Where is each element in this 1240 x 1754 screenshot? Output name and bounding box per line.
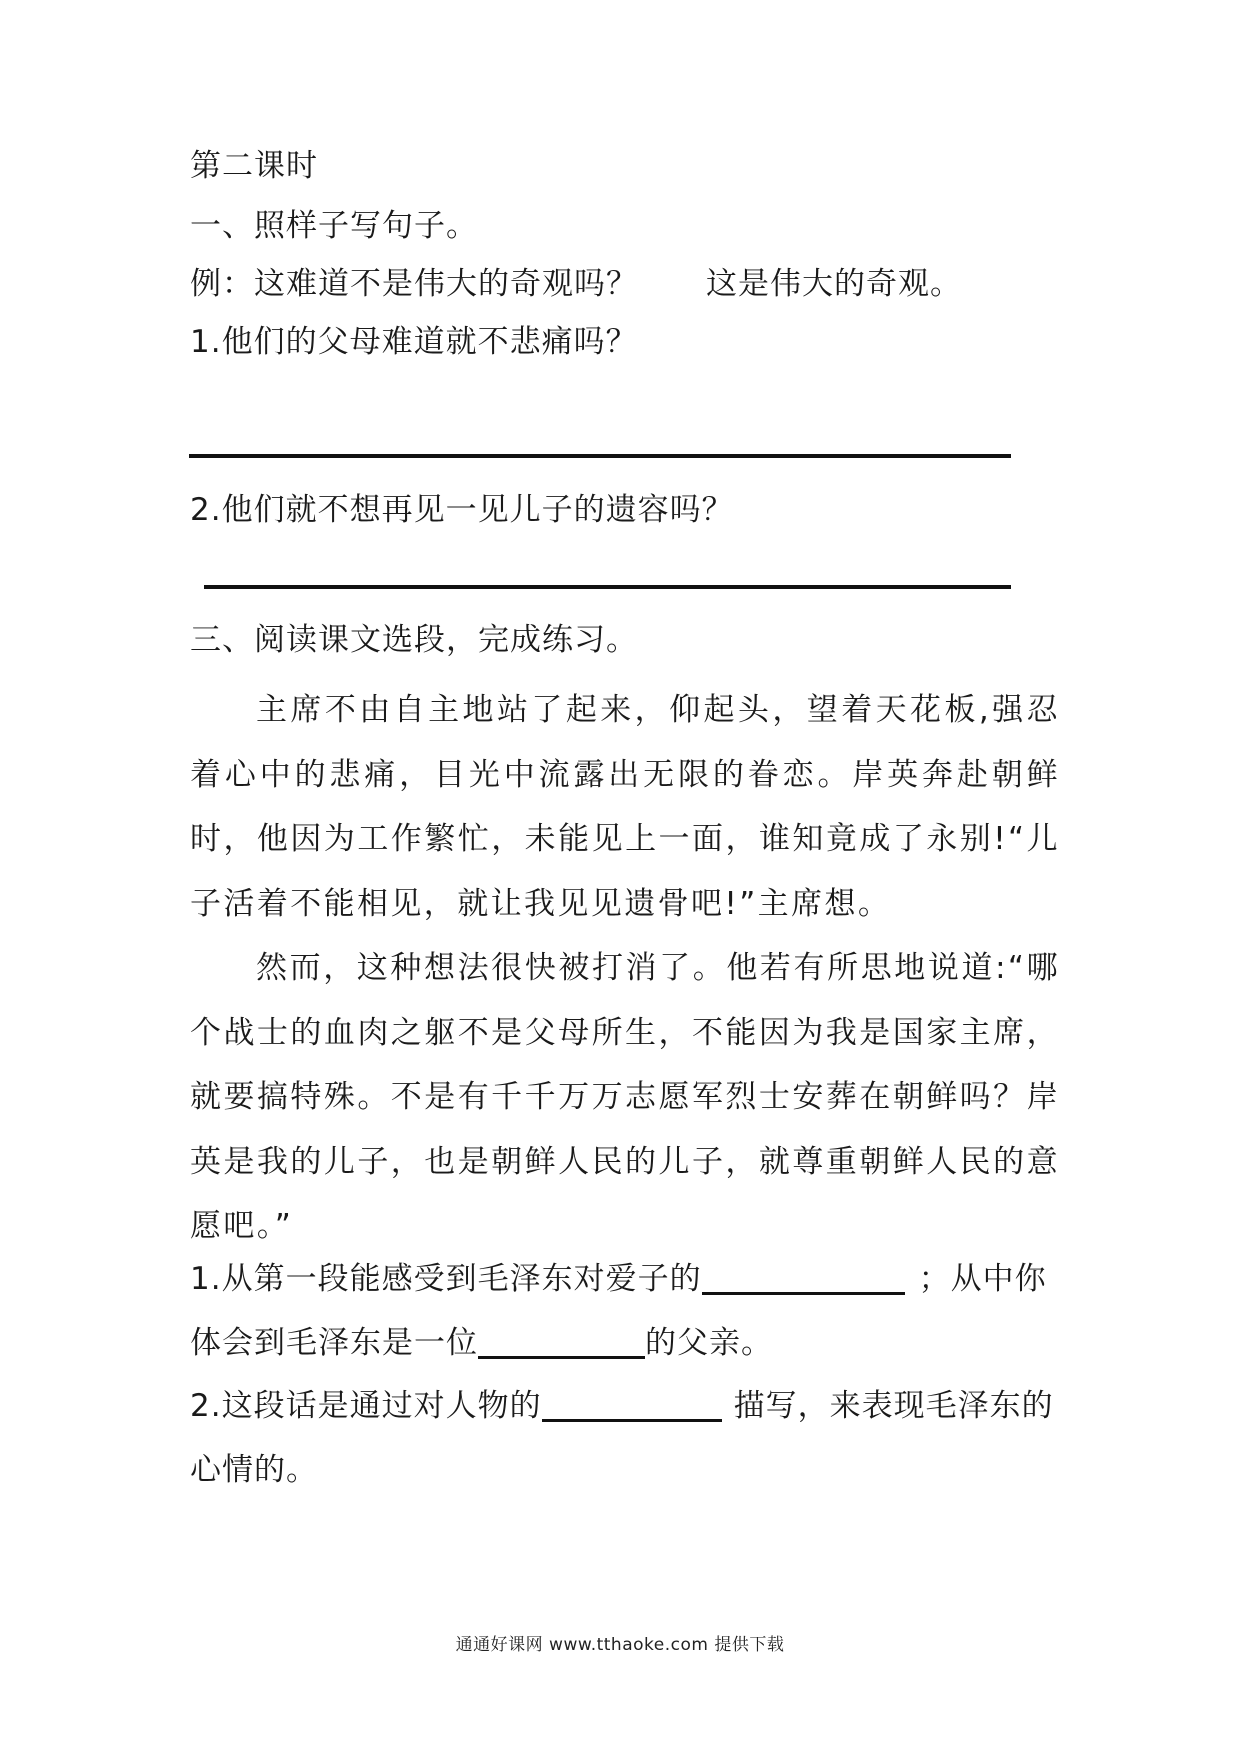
reading-question-one-text-d: 的父亲。 (645, 1325, 773, 1361)
reading-question-one-text-a: 1.从第一段能感受到毛泽东对爱子的 (190, 1261, 702, 1297)
example-prefix: 例：这难道不是伟大的奇观吗？ (190, 266, 638, 302)
reading-question-one-line2 (190, 1323, 773, 1363)
reading-question-two-line2: 心情的。 (190, 1452, 318, 1488)
example-answer: 这是伟大的奇观。 (706, 266, 962, 302)
answer-line-one[interactable] (189, 454, 1011, 458)
lesson-title: 第二课时 (190, 148, 318, 184)
reading-question-one-text-c: 体会到毛泽东是一位 (190, 1325, 478, 1361)
reading-question-one-line1 (190, 1259, 1047, 1299)
section-three-heading: 三、阅读课文选段，完成练习。 (190, 622, 638, 658)
reading-question-two-text-b: 描写，来表现毛泽东的 (733, 1388, 1054, 1424)
blank-feeling[interactable] (702, 1262, 905, 1295)
example-sentence (190, 264, 962, 304)
question-two: 2.他们就不想再见一见儿子的遗容吗？ (190, 492, 734, 528)
reading-paragraph-two: 然而，这种想法很快被打消了。他若有所思地说道:“哪个战士的血肉之躯不是父母所生，不能因为我是国家主席，就要搞特殊。不是有千千万万志愿军烈士安葬在朝鲜吗？岸英是我的儿子，也是朝鲜人民的儿子，就尊重朝鲜人民的意愿吧。” (190, 950, 1060, 1244)
reading-question-two-line1 (190, 1386, 1054, 1426)
answer-line-two[interactable] (204, 585, 1011, 589)
footer-source: 通通好课网 www.tthaoke.com 提供下载 (455, 1635, 785, 1655)
reading-question-two-text-a: 2.这段话是通过对人物的 (190, 1388, 542, 1424)
reading-paragraph-one: 主席不由自主地站了起来，仰起头，望着天花板,强忍着心中的悲痛，目光中流露出无限的眷恋。岸英奔赴朝鲜时，他因为工作繁忙，未能见上一面，谁知竟成了永别!“儿子活着不能相见，就让我见见遗骨吧!”主席想。 (190, 692, 1060, 922)
question-one: 1.他们的父母难道就不悲痛吗？ (190, 324, 638, 360)
blank-father-type[interactable] (478, 1326, 645, 1359)
blank-description-type[interactable] (542, 1389, 722, 1422)
reading-question-one-text-b: ；从中你 (918, 1261, 1047, 1297)
section-one-heading: 一、照样子写句子。 (190, 208, 478, 244)
